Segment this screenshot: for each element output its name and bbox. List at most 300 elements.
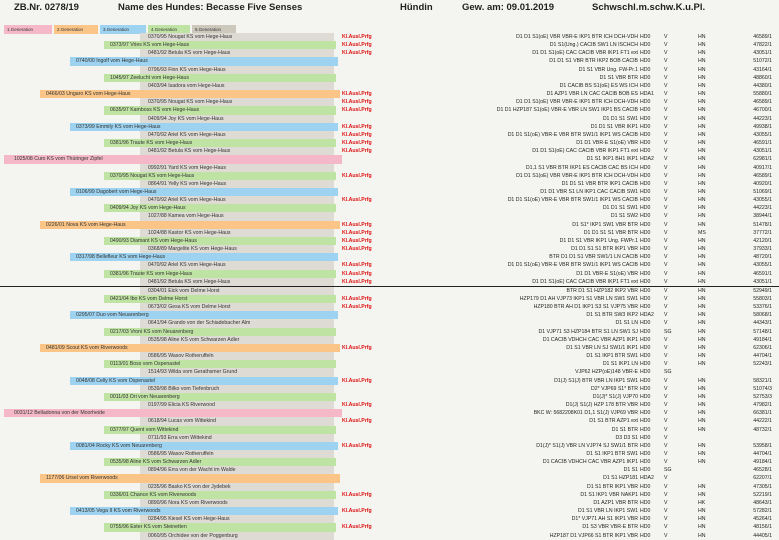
code-cell: HN (698, 99, 706, 106)
table-row (0, 204, 779, 212)
hd-cell: HD0 (640, 532, 651, 539)
dog-name-cell: 1027/88 Kamea vom Hege-Haus (148, 213, 224, 220)
rating-cell: V (664, 205, 668, 212)
rating-cell: V (664, 156, 668, 163)
table-row (0, 393, 779, 401)
reg-number-cell: 53958/1 (753, 442, 772, 449)
table-row (0, 237, 779, 245)
reg-number-cell: 43164/1 (753, 66, 772, 73)
code-cell: HN (698, 377, 706, 384)
results-cell: D1 D1 S1(oE) CAC CACIB VBR IKP1 FT1 ext (532, 278, 638, 285)
dog-name-cell: 0370/95 Nougat KS vom Hege-Haus (148, 99, 233, 106)
rating-cell: V (664, 213, 668, 220)
exam-cell: Kl.Ausl.Prfg (342, 42, 372, 49)
rating-cell: V (664, 402, 668, 409)
table-row (0, 368, 779, 376)
rating-cell: V (664, 34, 668, 40)
table-row (0, 303, 779, 311)
reg-number-cell: 48156/1 (753, 524, 772, 531)
rating-cell: V (664, 296, 668, 302)
results-cell: D1 S1 VBR LN IKP1 SW1 (578, 508, 638, 515)
code-cell: HN (698, 42, 706, 49)
code-cell: HN (698, 336, 706, 343)
exam-cell: Kl.Ausl.Prfg (342, 270, 372, 277)
dog-name-cell: 0864/91 Yelly KS vom Hege-Haus (148, 180, 227, 187)
hd-cell: HD0 (640, 213, 651, 220)
dog-name-cell: 1025/08 Curo KS vom Thüringer Zipfel (14, 156, 103, 163)
table-row (0, 229, 779, 237)
table-row (0, 196, 779, 204)
rating-cell: V (664, 66, 668, 73)
dog-name-cell: 0711/93 Erra vom Wittekind (148, 434, 212, 441)
reg-number-cell: 46589/1 (753, 99, 772, 106)
results-cell: D1 D1 S1(oE) VBR VBR-E IKP1 BTR ICH DCH-VDH (516, 99, 638, 106)
reg-number-cell: 44223/1 (753, 115, 772, 122)
reg-number-cell: 49938/1 (753, 123, 772, 130)
table-row (0, 360, 779, 368)
code-cell: HN (698, 172, 706, 179)
rating-cell: V (664, 82, 668, 89)
table-row (0, 499, 779, 507)
hd-cell: HD0 (640, 450, 651, 457)
reg-number-cell: 44704/1 (753, 450, 772, 457)
dog-name-cell: 0377/97 Quent vom Wittekind (110, 426, 179, 433)
rating-cell: V (664, 107, 668, 114)
exam-cell: Kl.Ausl.Prfg (342, 246, 372, 253)
table-row (0, 344, 779, 352)
dog-name-cell: 0535/98 Aline KS vom Schwarzen Adler (148, 336, 240, 343)
rating-cell: V (664, 58, 668, 65)
table-row (0, 164, 779, 172)
table-row (0, 336, 779, 344)
legend-generation-3: 3.Generation (100, 25, 146, 34)
hd-cell: HD0 (640, 483, 651, 490)
results-cell: D1 D1 S1 S1 BTR IKP1 VBR (571, 246, 638, 253)
hd-cell: HD0 (640, 180, 651, 187)
hd-cell: HD0 (640, 42, 651, 49)
exam-cell: Kl.Ausl.Prfg (342, 123, 372, 130)
results-cell: D1 D1 VBR-E S1(oE) VBR (576, 140, 638, 147)
reg-number-cell: 53376/1 (753, 304, 772, 311)
code-cell: HN (698, 254, 706, 261)
dog-name-cell: 0370/95 Nougat KS vom Hege-Haus (110, 172, 195, 179)
dog-name-cell: 0796/93 Finn KS vom Hege-Haus (148, 66, 226, 73)
table-row (0, 523, 779, 531)
exam-cell: Kl.Ausl.Prfg (342, 50, 372, 57)
hd-cell: HD0 (640, 296, 651, 302)
exam-cell: Kl.Ausl.Prfg (342, 524, 372, 531)
hd-cell: HD0 (640, 50, 651, 57)
hd-cell: HD0 (640, 82, 651, 89)
hd-cell: HD0 (640, 467, 651, 474)
rating-cell: V (664, 254, 668, 261)
table-row (0, 131, 779, 139)
results-cell: D1 S1* IKP1 SW1 VBR BTR (572, 221, 638, 228)
dog-name-cell: 0466/03 Ungaro KS vom Hege-Haus (46, 91, 131, 98)
results-cell: D1 S3 VBR VBR-E BTR (582, 524, 638, 531)
hd-cell: HD0 (640, 107, 651, 114)
reg-number-cell: 47822/1 (753, 42, 772, 49)
reg-number-cell: 48720/1 (753, 254, 772, 261)
results-cell: D1 D1 S1(oE) CAC CACIB VBR IKP1 FT1 ext (532, 148, 638, 155)
table-row (0, 57, 779, 65)
reg-number-cell: 51072/1 (753, 58, 772, 65)
hd-cell: HDA2 (640, 156, 654, 163)
table-row (0, 115, 779, 123)
results-cell: D1 D1 S1(oE) CAC CACIB VBR IKP1 FT1 ext (532, 50, 638, 57)
table-row (0, 188, 779, 196)
hd-cell: HD0 (640, 99, 651, 106)
hd-cell: HD0 (640, 418, 651, 425)
code-cell: HN (698, 524, 706, 531)
results-cell: D1 S1 BTR IKP1 VBR (586, 483, 638, 490)
code-cell: HN (698, 66, 706, 73)
table-row (0, 385, 779, 393)
hd-cell: HD0 (640, 508, 651, 515)
dog-name-cell: 0217/03 Vroni KS vom Neuarenberg (110, 328, 194, 335)
code-cell: HN (698, 123, 706, 130)
dog-name-cell: 0317/98 Bellefleur KS vom Hege-Haus (76, 254, 166, 261)
rating-cell: V (664, 50, 668, 57)
dog-name-cell: 1024/88 Kastor KS vom Hege-Haus (148, 229, 231, 236)
results-cell: D1 D1 S1 VBR BTR IKP2 BOB CACIB (549, 58, 638, 65)
hd-cell: HD0 (640, 434, 651, 441)
results-cell: D1(J)* S1(J) VJP70 (592, 393, 638, 400)
dog-name-cell: 0481/92 Betula KS vom Hege-Haus (148, 50, 231, 57)
hd-cell: HD0 (640, 287, 651, 294)
dog-name-cell: 0470/92 Ariel KS vom Hege-Haus (148, 131, 226, 138)
table-row (0, 172, 779, 180)
hd-cell: HD0 (640, 270, 651, 277)
reg-number-cell: 52949/1 (753, 287, 772, 294)
legend-generation-1: 1.Generation (4, 25, 52, 34)
reg-number-cell: 62981/1 (753, 156, 772, 163)
rating-cell: V (664, 287, 668, 294)
hd-cell: HD0 (640, 328, 651, 335)
rating-cell: V (664, 320, 668, 327)
results-cell: D1 D1 S1 VBR BTR IKP1 CACIB (561, 180, 638, 187)
results-cell: D1 S1 LN (615, 320, 638, 327)
table-row (0, 139, 779, 147)
code-cell: HN (698, 205, 706, 212)
code-cell: HN (698, 287, 706, 294)
table-row (0, 74, 779, 82)
table-row (0, 426, 779, 434)
table-row (0, 253, 779, 261)
reg-number-cell: 47982/1 (753, 402, 772, 409)
reg-number-cell: 49184/1 (753, 459, 772, 466)
results-cell: BTR D1 S1 HZP182 IKP2 VBR (566, 287, 638, 294)
rating-cell: V (664, 140, 668, 147)
rating-cell: V (664, 270, 668, 277)
reg-number-cell: 45264/1 (753, 516, 772, 523)
dog-name-cell: 0481/09 Scout KS vom Riverwoods (46, 344, 128, 351)
results-cell: D1* VJP71 AH S1 IKP1 VBR (571, 516, 638, 523)
code-cell: HN (698, 213, 706, 220)
legend-generation-2: 2.Generation (54, 25, 98, 34)
reg-number-cell: 51069/1 (753, 188, 772, 195)
hd-cell: HD0 (640, 304, 651, 311)
code-cell: HN (698, 442, 706, 449)
code-cell: HN (698, 107, 706, 114)
exam-cell: Kl.Ausl.Prfg (342, 99, 372, 106)
results-cell: D1 S1(Ung.) CACIB SW1 LN ISCHCH (549, 42, 638, 49)
hd-cell: HD0 (640, 516, 651, 523)
table-row (0, 90, 779, 98)
results-cell: D1 D1 HZP187 S1(oE) VBR-E VBR LN SW1 IKP1 BS CACIB (496, 107, 638, 114)
hd-cell: HD0 (640, 369, 651, 376)
results-cell: D1 S1 IKP1 BTR SW1 (586, 450, 638, 457)
results-cell: D1 D1 S1(oE) VBR-E VBR BTR SW1/1 IKP1 WS CACIB (507, 131, 638, 138)
dog-name-cell: 0048/08 Celly KS vom Ospenastel (76, 377, 156, 384)
dog-name-cell: 0535/98 Aline KS vom Schwarzen Adler (110, 459, 202, 466)
results-cell: D1 S1 VBR Ung. FW-Pr.1 (578, 66, 638, 73)
rating-cell: V (664, 361, 668, 368)
dog-name-cell: 0470/92 Ariel KS vom Hege-Haus (148, 197, 226, 204)
rating-cell: V (664, 434, 668, 441)
reg-number-cell: 57148/1 (753, 328, 772, 335)
hd-cell: HD0 (640, 393, 651, 400)
code-cell: HN (698, 320, 706, 327)
reg-number-cell: 51478/1 (753, 221, 772, 228)
hd-cell: HD0 (640, 197, 651, 204)
reg-number-cell: 48860/1 (753, 74, 772, 81)
hd-cell: HD0 (640, 172, 651, 179)
dog-name-cell: 0539/98 Bilko vom Tiefenbruch (148, 385, 220, 392)
reg-number-cell: 43051/1 (753, 278, 772, 285)
reg-number-cell: 52243/1 (753, 361, 772, 368)
rating-cell: V (664, 312, 668, 319)
rating-cell: V (664, 123, 668, 130)
rating-cell: V (664, 524, 668, 531)
table-row (0, 532, 779, 540)
results-cell: D1 S1 VBR LN SJ SW1/1 IKP1 (566, 344, 638, 351)
dog-name-cell: 0113/01 Boss vom Ospenastel (110, 361, 181, 368)
exam-cell: Kl.Ausl.Prfg (342, 91, 372, 98)
exam-cell: Kl.Ausl.Prfg (342, 34, 372, 40)
hd-cell: HD0 (640, 66, 651, 73)
reg-number-cell: 47305/1 (753, 483, 772, 490)
rating-cell: V (664, 336, 668, 343)
rating-cell: V (664, 475, 668, 482)
table-row (0, 33, 779, 41)
dog-name-cell: 0755/96 Ester KS vom Steinetten (110, 524, 187, 531)
exam-cell: Kl.Ausl.Prfg (342, 221, 372, 228)
dog-name-cell: 0226/01 Nova KS vom Hege-Haus (46, 221, 126, 228)
exam-cell: Kl.Ausl.Prfg (342, 377, 372, 384)
pedigree-table (0, 33, 779, 540)
code-cell: HN (698, 508, 706, 515)
results-cell: HZP179 D1 AH VJP73 IKP1 S1 VBR LN SW1 SW1 (519, 296, 638, 302)
results-cell: D1 CACIB VDHCH CAC VBR AZP1 IKP1 (542, 336, 638, 343)
code-cell: HN (698, 50, 706, 57)
code-cell: HN (698, 402, 706, 409)
hd-cell: HD0 (640, 34, 651, 40)
hd-cell: HD0 (640, 123, 651, 130)
table-row (0, 515, 779, 523)
dog-name-cell: 0470/92 Ariel KS vom Hege-Haus (148, 262, 226, 269)
hd-cell: HD0 (640, 246, 651, 253)
dog-name-cell: 0060/95 Orchidee von der Poggenburg (148, 532, 238, 539)
rating-cell: V (664, 418, 668, 425)
code-cell: HN (698, 246, 706, 253)
code-cell: HN (698, 34, 706, 40)
exam-cell: Kl.Ausl.Prfg (342, 140, 372, 147)
rating-cell: V (664, 262, 668, 269)
code-cell: HN (698, 58, 706, 65)
code-cell: HN (698, 262, 706, 269)
birth-date: Gew. am: 09.01.2019 (462, 2, 555, 13)
dog-name-cell: 0890/96 Nora KS vom Riverwoods (148, 499, 228, 506)
table-row (0, 483, 779, 491)
rating-cell: V (664, 442, 668, 449)
code-cell: HN (698, 156, 706, 163)
dog-name-cell: 0284/95 Kiesel KS vom Hege-Haus (148, 516, 230, 523)
results-cell: VJP62 HZP(oE)148 VBR-E (575, 369, 638, 376)
table-row (0, 417, 779, 425)
results-cell: D1 S1 IKP1 VBR NAKP1 (580, 491, 638, 498)
table-row (0, 352, 779, 360)
table-row (0, 180, 779, 188)
table-row (0, 66, 779, 74)
reg-number-cell: 37933/1 (753, 246, 772, 253)
results-cell: D1 S1 IKP1 BH1 IKP1 (586, 156, 638, 163)
reg-number-cell: 42120/1 (753, 237, 772, 244)
reg-number-cell: 52753/3 (753, 393, 772, 400)
code-cell: HN (698, 164, 706, 171)
code-cell: HN (698, 393, 706, 400)
rating-cell: V (664, 491, 668, 498)
dog-name-cell: 0409/94 Joy KS vom Hege-Haus (110, 205, 186, 212)
rating-cell: V (664, 180, 668, 187)
table-row (0, 147, 779, 155)
code-cell: HN (698, 188, 706, 195)
table-row (0, 328, 779, 336)
reg-number-cell: 62306/1 (753, 344, 772, 351)
rating-cell: SG (664, 467, 672, 474)
hd-cell: HD0 (640, 491, 651, 498)
dog-name-cell: 0618/94 Lucas vom Wittekind (148, 418, 217, 425)
exam-cell: Kl.Ausl.Prfg (342, 344, 372, 351)
dog-name-cell: 0370/95 Nougat KS vom Hege-Haus (148, 34, 233, 40)
table-row (0, 458, 779, 466)
table-row (0, 278, 779, 286)
hd-cell: HD0 (640, 229, 651, 236)
results-cell: D1 VJP71 S3 HZP184 BTR S1 LN SW1 SJ (538, 328, 638, 335)
exam-cell: Kl.Ausl.Prfg (342, 418, 372, 425)
reg-number-cell: 46589/1 (753, 172, 772, 179)
reg-number-cell: 57282/1 (753, 508, 772, 515)
results-cell: D1 D1 S1(oE) VBR-E VBR BTR SW1/1 IKP1 WS CACIB (507, 197, 638, 204)
dog-name-cell: 0992/91 Yard KS vom Hege-Haus (148, 164, 226, 171)
hd-cell: HD0 (640, 402, 651, 409)
hd-cell: HD0 (640, 131, 651, 138)
reg-number-cell: 43055/1 (753, 197, 772, 204)
hd-cell: HD0 (640, 361, 651, 368)
dog-name-cell: 1045/97 Zeelucht vom Hege-Haus (110, 74, 190, 81)
table-row (0, 82, 779, 90)
exam-cell: Kl.Ausl.Prfg (342, 148, 372, 155)
rating-cell: V (664, 483, 668, 490)
dog-name-cell: 0490/93 Diamant KS vom Hege-Haus (110, 237, 197, 244)
rating-cell: V (664, 385, 668, 392)
dog-name-cell: 0421/04 Ibo KS vom Delme Horst (110, 296, 188, 302)
code-cell: HN (698, 328, 706, 335)
dog-name-cell: 0373/97 Vries KS vom Hege-Haus (110, 42, 190, 49)
results-cell: D1,1 S1 VBR BTR IKP1 ES CACIB CAC BS ICH (525, 164, 638, 171)
results-cell: HZP180 BTR AH D1 IKP1 S3 S1 VJP75 VBR (533, 304, 638, 311)
hd-cell: HDA2 (640, 475, 654, 482)
results-cell: D1 CACIB VDHCH CAC VBR AZP1 IKP1 (542, 459, 638, 466)
table-row (0, 270, 779, 278)
results-cell: D1 AZP1 VBR BTR (593, 499, 638, 506)
table-row (0, 507, 779, 515)
rating-cell: V (664, 91, 668, 98)
dog-name-cell: 0481/92 Betula KS vom Hege-Haus (148, 278, 231, 285)
results-cell: D1 D1 S1(oE) VBR-E VBR BTR SW1/1 IKP1 WS CACIB (507, 262, 638, 269)
rating-cell: V (664, 237, 668, 244)
dog-name-cell: 0381/96 Traute KS vom Hege-Haus (110, 140, 193, 147)
rating-cell: V (664, 278, 668, 285)
reg-number-cell: 44222/1 (753, 418, 772, 425)
hd-cell: HD0 (640, 344, 651, 351)
exam-cell: Kl.Ausl.Prfg (342, 237, 372, 244)
reg-number-cell: 44343/1 (753, 320, 772, 327)
dog-name-cell: 0740/00 Ingolf vom Hege-Haus (76, 58, 148, 65)
results-cell: D1 D1 S1 S1 VBR BTR (583, 229, 638, 236)
results-cell: D1 D1 S1 VBR IKP1 Ung. FWPr.1 (559, 237, 638, 244)
exam-cell: Kl.Ausl.Prfg (342, 172, 372, 179)
code-cell: HN (698, 385, 706, 392)
table-row (0, 106, 779, 114)
rating-cell: V (664, 344, 668, 351)
dog-name-cell: 0481/92 Betula KS vom Hege-Haus (148, 148, 231, 155)
reg-number-cell: 38944/1 (753, 213, 772, 220)
results-cell: BTR D1 D1 S1 VBR SW1/1 LN CACIB (549, 254, 638, 261)
dog-name-cell: 0368/89 Margelite KS vom Hege-Haus (148, 246, 237, 253)
results-cell: D1 S1 BTR SW3 IKP2 (586, 312, 638, 319)
dog-name-cell: 0235/96 Basko KS von der Jydebek (148, 483, 231, 490)
dog-name-cell: 0373/99 Emmily KS vom Hege-Haus (76, 123, 161, 130)
hd-cell: HDA2 (640, 312, 654, 319)
results-cell: D1(J) S1(J) BTR VBR LN IKP1 SW1 (554, 377, 638, 384)
code-cell: HN (698, 450, 706, 457)
rating-cell: V (664, 459, 668, 466)
hd-cell: HD0 (640, 336, 651, 343)
rating-cell: V (664, 115, 668, 122)
dog-name-cell: 0336/01 Chance KS vom Riverwoods (110, 491, 197, 498)
results-cell: D1 S1 VBR BTR (599, 74, 638, 81)
reg-number-cell: 44223/1 (753, 205, 772, 212)
rating-cell: V (664, 377, 668, 384)
table-row (0, 221, 779, 229)
dog-name-cell: 0586/95 Wasov Rotheruffeln (148, 353, 214, 360)
code-cell: HN (698, 304, 706, 311)
table-row (0, 466, 779, 474)
table-row (0, 41, 779, 49)
code-cell: HN (698, 221, 706, 228)
rating-cell: V (664, 172, 668, 179)
results-cell: D3 D3 S1 (615, 434, 638, 441)
dog-name-cell: 0403/94 Isadora vom Hege-Haus (148, 82, 225, 89)
code-cell: HN (698, 180, 706, 187)
code-cell: HN (698, 483, 706, 490)
code-cell: HN (698, 459, 706, 466)
table-row (0, 155, 779, 163)
rating-cell: V (664, 221, 668, 228)
hd-cell: HD0 (640, 426, 651, 433)
reg-number-cell: 43051/1 (753, 148, 772, 155)
